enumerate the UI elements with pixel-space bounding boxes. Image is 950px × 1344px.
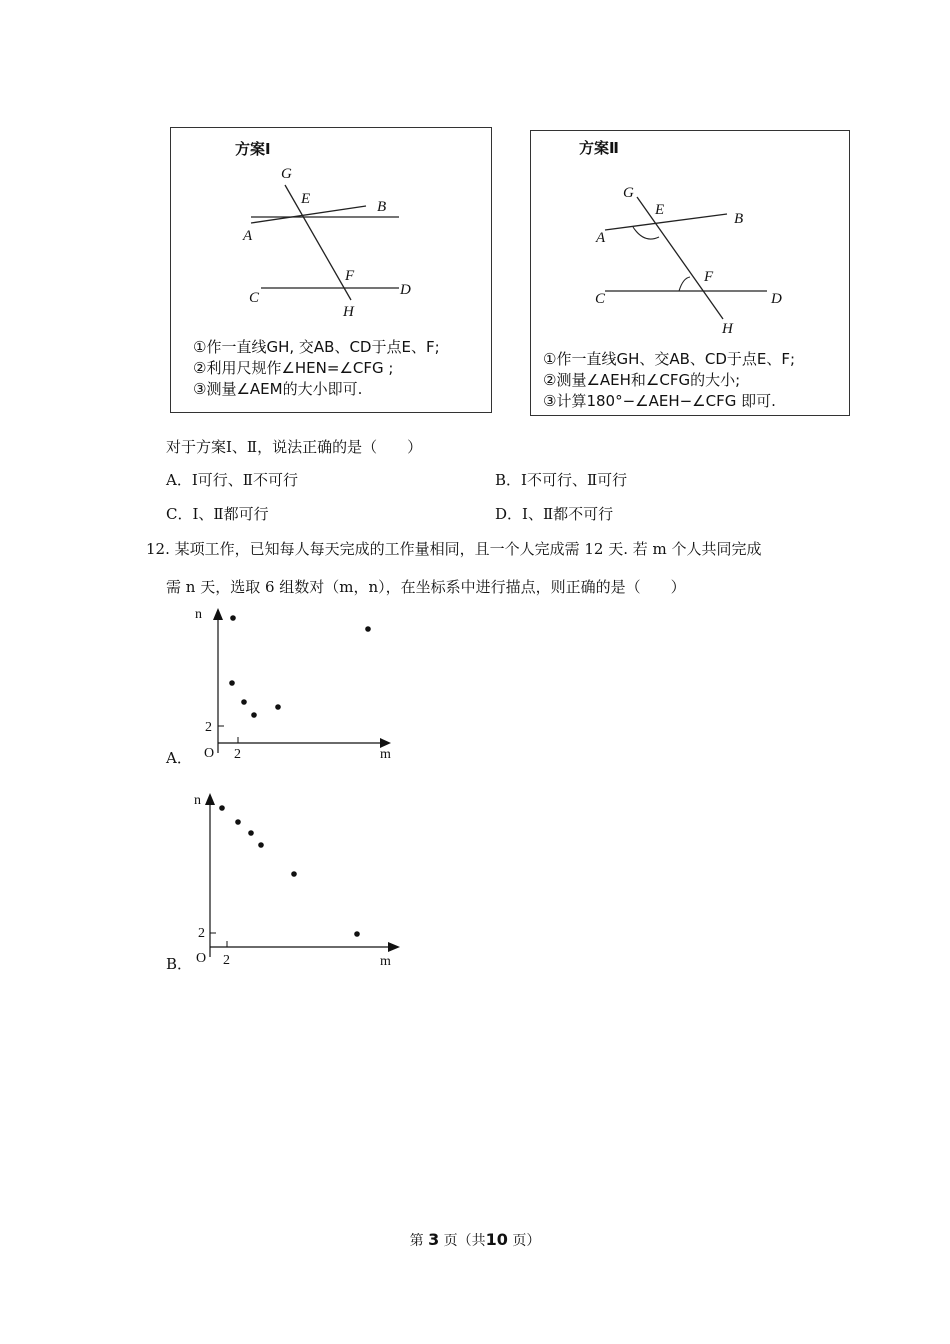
label-F: F bbox=[704, 269, 714, 285]
q11-stem: 对于方案Ⅰ、Ⅱ，说法正确的是（ ） bbox=[166, 438, 423, 456]
graph-b-point bbox=[291, 871, 297, 877]
q11-option-b[interactable]: B．Ⅰ不可行、Ⅱ可行 bbox=[495, 471, 628, 489]
graph-b bbox=[190, 785, 410, 975]
label-C: C bbox=[595, 291, 606, 307]
plan-2-steps bbox=[543, 349, 795, 412]
plan-1-steps bbox=[193, 337, 440, 400]
label-H: H bbox=[343, 304, 354, 320]
graph-a-point bbox=[251, 712, 257, 718]
graph-b-y-label: n bbox=[194, 793, 201, 808]
graph-a-x-label: m bbox=[380, 747, 391, 762]
q11-option-c[interactable]: C．Ⅰ、Ⅱ都可行 bbox=[166, 505, 269, 523]
plan-1-step-1: ①作一直线GH, 交AB、CD于点E、F; bbox=[193, 338, 440, 356]
plan-2-step-3: ③计算180°−∠AEH−∠CFG 即可. bbox=[543, 392, 776, 410]
graph-a-point bbox=[365, 626, 371, 632]
plan-1-title: 方案Ⅰ bbox=[235, 140, 271, 158]
q11-option-d[interactable]: D．Ⅰ、Ⅱ都不可行 bbox=[495, 505, 614, 523]
plan-1-box bbox=[170, 127, 492, 413]
graph-b-point bbox=[235, 819, 241, 825]
q12-line-1: 12. 某项工作，已知每人每天完成的工作量相同，且一个人完成需 12 天. 若 m 个人共同完成 bbox=[146, 540, 762, 558]
label-E: E bbox=[301, 191, 311, 207]
plan-2-box bbox=[530, 130, 850, 416]
graph-b-point bbox=[248, 830, 254, 836]
q12-option-a[interactable]: A． bbox=[166, 749, 192, 767]
graph-b-point bbox=[354, 931, 360, 937]
footer-pre: 第 bbox=[409, 1233, 424, 1249]
q12-line-2: 需 n 天，选取 6 组数对（m，n），在坐标系中进行描点，则正确的是（ ） bbox=[166, 578, 686, 596]
plan-2-step-1: ①作一直线GH、交AB、CD于点E、F; bbox=[543, 350, 796, 368]
graph-a-point bbox=[229, 680, 235, 686]
graph-b-point bbox=[258, 842, 264, 848]
label-H: H bbox=[722, 321, 733, 337]
label-D: D bbox=[771, 291, 782, 307]
q12-option-b[interactable]: B． bbox=[166, 955, 193, 973]
graph-b-x-tick: 2 bbox=[223, 953, 230, 968]
plan-1-step-2: ②利用尺规作∠HEN=∠CFG ; bbox=[193, 359, 394, 377]
graph-b-y-tick: 2 bbox=[198, 926, 205, 941]
graph-b-x-label: m bbox=[380, 954, 391, 969]
q11-option-a[interactable]: A．Ⅰ可行、Ⅱ不可行 bbox=[166, 471, 298, 489]
label-D: D bbox=[400, 282, 411, 298]
label-B: B bbox=[734, 211, 744, 227]
label-G: G bbox=[623, 185, 634, 201]
label-E: E bbox=[655, 202, 665, 218]
page-footer bbox=[0, 1230, 950, 1250]
footer-page-number: 3 bbox=[428, 1230, 440, 1249]
graph-a-point bbox=[230, 615, 236, 621]
graph-b-origin: O bbox=[196, 951, 207, 966]
graph-a-y-label: n bbox=[195, 607, 202, 622]
footer-mid: 页（共 bbox=[443, 1233, 486, 1249]
footer-total-pages: 10 bbox=[485, 1230, 508, 1249]
graph-b-point bbox=[219, 805, 225, 811]
label-F: F bbox=[345, 268, 355, 284]
graph-a-x-tick: 2 bbox=[234, 747, 241, 762]
plan-2-step-2: ②测量∠AEH和∠CFG的大小; bbox=[543, 371, 741, 389]
graph-a-origin: O bbox=[204, 746, 215, 761]
graph-a bbox=[190, 600, 410, 770]
footer-post: 页） bbox=[512, 1233, 541, 1249]
label-B: B bbox=[377, 199, 387, 215]
plan-1-step-3: ③测量∠AEM的大小即可. bbox=[193, 380, 363, 398]
plan-2-title: 方案Ⅱ bbox=[579, 139, 619, 157]
graph-a-y-tick: 2 bbox=[205, 720, 212, 735]
graph-a-point bbox=[241, 699, 247, 705]
label-C: C bbox=[249, 290, 260, 306]
label-A: A bbox=[596, 230, 606, 246]
label-A: A bbox=[243, 228, 253, 244]
graph-a-point bbox=[275, 704, 281, 710]
label-G: G bbox=[281, 166, 292, 182]
